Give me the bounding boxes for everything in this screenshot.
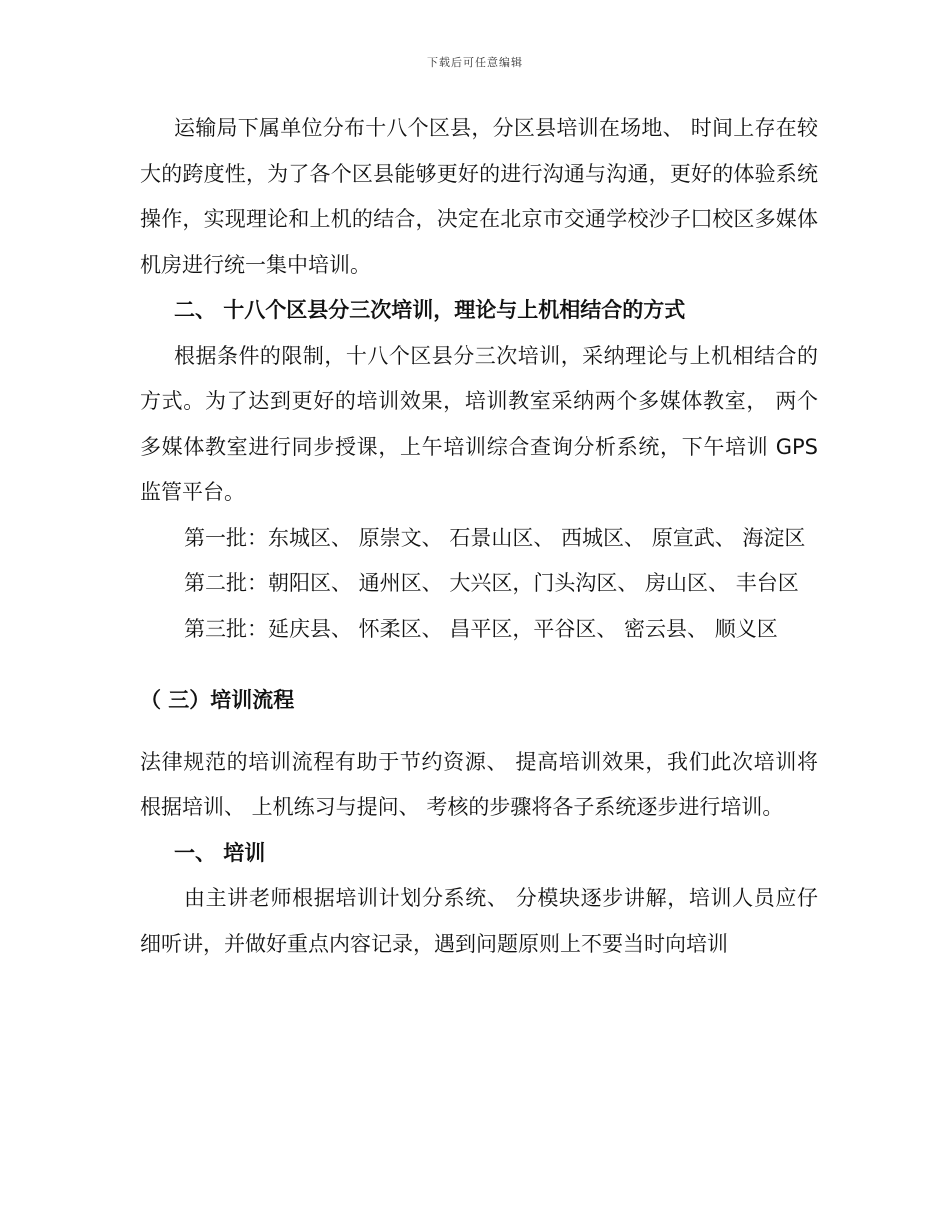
paragraph-training-detail: 由主讲老师根据培训计划分系统、 分模块逐步讲解，培训人员应仔细听讲，并做好重点内容记录，遇到问题原则上不要当时向培训 — [140, 886, 818, 956]
subsection-heading-training: 一、 培训 — [174, 840, 266, 865]
page-header: 下载后可任意编辑 — [427, 56, 523, 69]
document-body — [140, 106, 818, 967]
paragraph-training-method: 根据条件的限制，十八个区县分三次培训，采纳理论与上机相结合的方式。为了达到更好的培训效果，培训教室采纳两个多媒体教室， 两个多媒体教室进行同步授课，上午培训综合查询分析系统，下午培训 GPS 监管平台。 — [140, 343, 818, 504]
batch-two: 第二批：朝阳区、 通州区、 大兴区，门头沟区、 房山区、 丰台区 — [184, 571, 799, 595]
section-heading-two: 二、 十八个区县分三次培训，理论与上机相结合的方式 — [174, 298, 686, 322]
vertical-spacer — [140, 652, 818, 678]
paragraph-venue: 运输局下属单位分布十八个区县，分区县培训在场地、 时间上存在较大的跨度性，为了各个区县能够更好的进行沟通与沟通，更好的体验系统操作，实现理论和上机的结合，决定在北京市交通学校沙子囗校区多媒体机房进行统一集中培训。 — [140, 116, 818, 277]
section-heading-three: （ 三）培训流程 — [140, 688, 295, 712]
batch-one: 第一批：东城区、 原崇文、 石景山区、 西城区、 原宣武、 海淀区 — [184, 525, 806, 550]
vertical-spacer — [140, 724, 818, 740]
paragraph-process: 法律规范的培训流程有助于节约资源、 提高培训效果，我们此次培训将根据培训、 上机练习与提问、 考核的步骤将各子系统逐步进行培训。 — [140, 749, 818, 819]
batch-three: 第三批：延庆县、 怀柔区、 昌平区，平谷区、 密云县、 顺义区 — [184, 616, 778, 641]
